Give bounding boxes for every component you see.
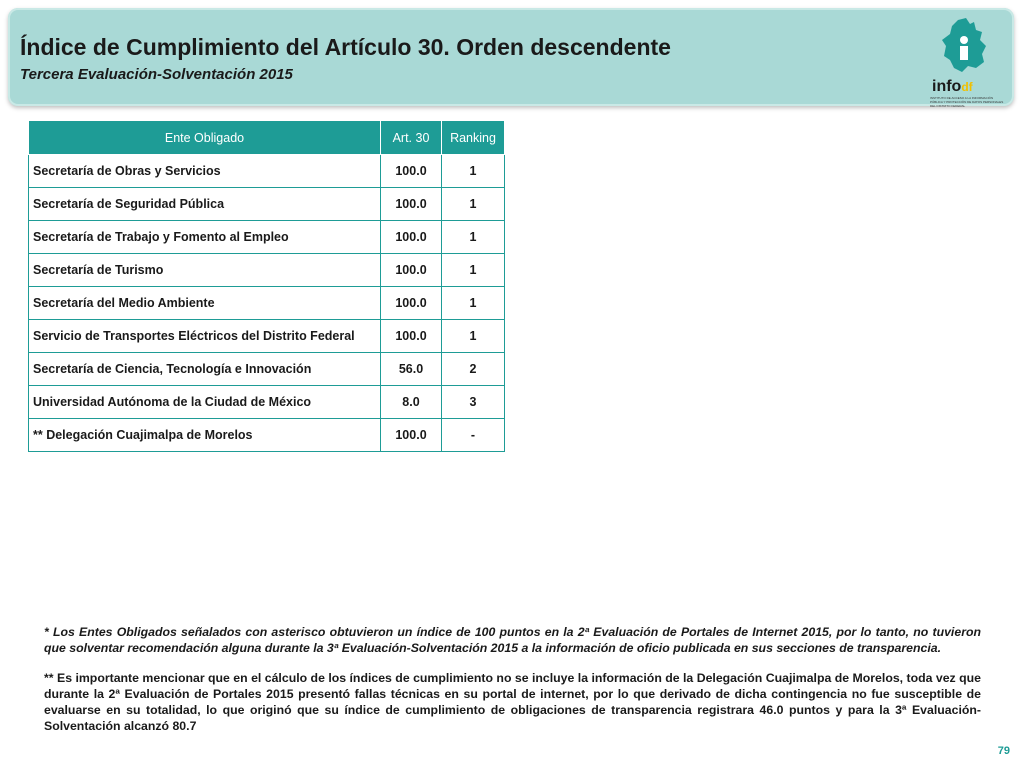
cell-ranking: 2 xyxy=(442,353,505,386)
cell-art30: 100.0 xyxy=(381,287,442,320)
footnotes xyxy=(44,624,981,748)
cell-ranking: - xyxy=(442,419,505,452)
logo-wordmark: infodf xyxy=(932,78,973,95)
table-row xyxy=(29,287,505,320)
column-header-ranking: Ranking xyxy=(442,121,505,155)
cell-ranking: 1 xyxy=(442,287,505,320)
cell-ente: Secretaría de Obras y Servicios xyxy=(29,155,381,188)
column-header-ente: Ente Obligado xyxy=(29,121,381,155)
table-row xyxy=(29,155,505,188)
map-silhouette-icon xyxy=(924,16,1004,80)
cell-art30: 100.0 xyxy=(381,188,442,221)
logo-tagline: INSTITUTO DE ACCESO A LA INFORMACIÓN PÚBLICA Y PROTECCIÓN DE DATOS PERSONALES DEL DISTRITO FEDERAL xyxy=(930,96,1004,108)
footnote-single-asterisk: * Los Entes Obligados señalados con asterisco obtuvieron un índice de 100 puntos en la 2ª Evaluación de Portales de Internet 2015, por lo tanto, no tuvieron que solventar recomendación alguna durante la 3ª Evaluación-Solventación 2015 a la información de oficio publicada en sus secciones de transparencia. xyxy=(44,625,981,655)
cell-art30: 100.0 xyxy=(381,419,442,452)
table-row xyxy=(29,221,505,254)
cell-art30: 56.0 xyxy=(381,353,442,386)
cell-ente: Secretaría de Seguridad Pública xyxy=(29,188,381,221)
cell-ranking: 1 xyxy=(442,155,505,188)
cell-art30: 8.0 xyxy=(381,386,442,419)
cell-art30: 100.0 xyxy=(381,254,442,287)
cell-ranking: 1 xyxy=(442,221,505,254)
table-row xyxy=(29,254,505,287)
cell-art30: 100.0 xyxy=(381,155,442,188)
infodf-logo xyxy=(924,16,1004,108)
cell-ente: Secretaría de Trabajo y Fomento al Empleo xyxy=(29,221,381,254)
header-banner xyxy=(8,8,1014,106)
cell-ranking: 3 xyxy=(442,386,505,419)
cell-ranking: 1 xyxy=(442,320,505,353)
cell-art30: 100.0 xyxy=(381,320,442,353)
page-subtitle: Tercera Evaluación-Solventación 2015 xyxy=(20,66,293,83)
table-row xyxy=(29,353,505,386)
table-row xyxy=(29,386,505,419)
table-row xyxy=(29,419,505,452)
cell-art30: 100.0 xyxy=(381,221,442,254)
footnote-double-asterisk: ** Es importante mencionar que en el cálculo de los índices de cumplimiento no se incluye la información de la Delegación Cuajimalpa de Morelos, toda vez que durante la 2ª Evaluación de Portales 2015 presentó fallas técnicas en su portal de internet, por lo que derivado de dicha contingencia no fue susceptible de evaluarse en su totalidad, lo que originó que su índice de cumplimiento de obligaciones de transparencia registrara 46.0 puntos y para la 3ª Evaluación-Solventación alcanzó 80.7 xyxy=(44,671,981,733)
cell-ente: Universidad Autónoma de la Ciudad de México xyxy=(29,386,381,419)
column-header-art30: Art. 30 xyxy=(381,121,442,155)
cell-ranking: 1 xyxy=(442,254,505,287)
cell-ente: Secretaría del Medio Ambiente xyxy=(29,287,381,320)
table-row xyxy=(29,188,505,221)
cell-ente: Secretaría de Turismo xyxy=(29,254,381,287)
table-row xyxy=(29,320,505,353)
table-header-row xyxy=(29,121,505,155)
cell-ente: ** Delegación Cuajimalpa de Morelos xyxy=(29,419,381,452)
page-number: 79 xyxy=(997,745,1010,757)
page-title: Índice de Cumplimiento del Artículo 30. Orden descendente xyxy=(20,34,671,60)
cell-ranking: 1 xyxy=(442,188,505,221)
cell-ente: Servicio de Transportes Eléctricos del Distrito Federal xyxy=(29,320,381,353)
cell-ente: Secretaría de Ciencia, Tecnología e Innovación xyxy=(29,353,381,386)
compliance-table xyxy=(28,120,505,452)
